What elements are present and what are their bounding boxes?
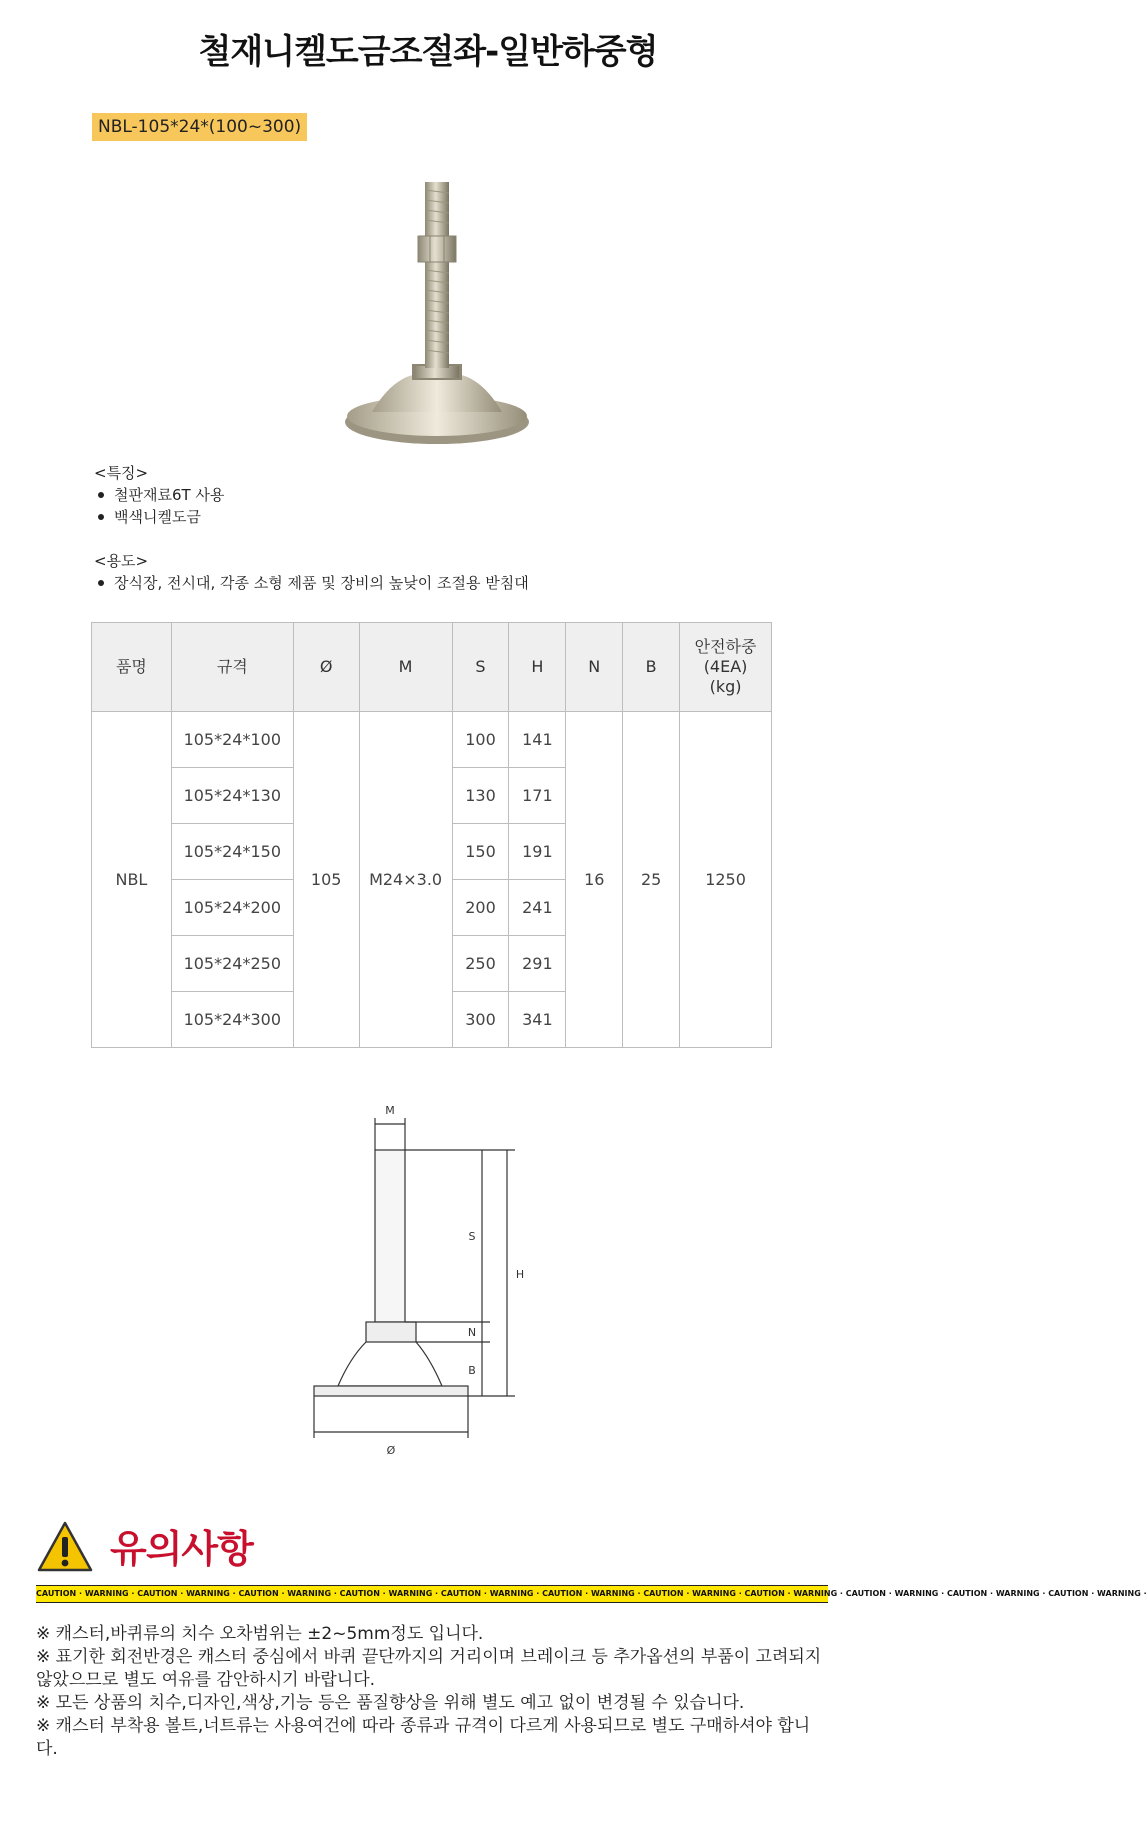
table-header-row	[92, 623, 772, 712]
cell-s: 100	[452, 712, 509, 768]
caution-tape-word: CAUTION ·	[137, 1589, 187, 1598]
caution-tape-word: CAUTION ·	[542, 1589, 591, 1598]
cell-diameter: 105	[293, 712, 359, 1048]
product-photo	[222, 160, 642, 472]
cell-spec: 105*24*250	[171, 936, 293, 992]
warning-triangle-icon	[36, 1520, 94, 1574]
caution-tape-word: CAUTION ·	[744, 1589, 794, 1598]
cell-h: 341	[509, 992, 566, 1048]
caution-notes	[36, 1623, 826, 1761]
cell-name: NBL	[92, 712, 172, 1048]
caution-tape-word: CAUTION ·	[643, 1589, 693, 1598]
caution-tape-word: WARNING ·	[894, 1589, 947, 1598]
cell-s: 200	[452, 880, 509, 936]
list-item: 장식장, 전시대, 각종 소형 제품 및 장비의 높낮이 조절용 받침대	[114, 574, 529, 592]
cell-n: 16	[566, 712, 623, 1048]
header-n: N	[566, 623, 623, 712]
dim-label-m: M	[385, 1104, 395, 1117]
dim-label-b: B	[468, 1364, 476, 1377]
caution-tape-word: CAUTION ·	[238, 1589, 288, 1598]
caution-tape-word: WARNING ·	[793, 1589, 846, 1598]
caution-tape-word: CAUTION ·	[845, 1589, 895, 1598]
caution-tape-word: WARNING ·	[590, 1589, 644, 1598]
caution-tape-word: WARNING ·	[388, 1589, 441, 1598]
spec-table	[91, 622, 772, 1048]
caution-tape-word: CAUTION ·	[339, 1589, 389, 1598]
caution-tape-word: WARNING ·	[692, 1589, 745, 1598]
note-item: ※ 표기한 회전반경은 캐스터 중심에서 바퀴 끝단까지의 거리이며 브레이크 등 추가옵션의 부품이 고려되지 않았으므로 별도 여유를 감안하시기 바랍니다.	[36, 1647, 822, 1690]
caution-tape	[36, 1585, 1147, 1603]
header-diameter: Ø	[293, 623, 359, 712]
dim-label-n: N	[467, 1326, 477, 1339]
cell-spec: 105*24*150	[171, 824, 293, 880]
caution-tape-word: WARNING ·	[287, 1589, 340, 1598]
cell-h: 291	[509, 936, 566, 992]
header-m: M	[359, 623, 452, 712]
header-load: 안전하중 (4EA) (kg)	[680, 623, 772, 712]
header-name: 품명	[92, 623, 172, 712]
cell-h: 191	[509, 824, 566, 880]
note-item: ※ 캐스터,바퀴류의 치수 오차범위는 ±2~5mm정도 입니다.	[36, 1624, 484, 1644]
caution-tape-word: CAUTION ·	[36, 1589, 85, 1598]
features-heading: <특징>	[94, 464, 149, 482]
dimension-diagram	[300, 1098, 600, 1473]
model-tag: NBL-105*24*(100~300)	[92, 113, 307, 141]
caution-tape-word: WARNING ·	[489, 1589, 543, 1598]
cell-s: 250	[452, 936, 509, 992]
table-row	[92, 712, 772, 768]
cell-s: 300	[452, 992, 509, 1048]
cell-m: M24×3.0	[359, 712, 452, 1048]
caution-title: 유의사항	[110, 1527, 253, 1571]
cell-spec: 105*24*300	[171, 992, 293, 1048]
list-item: 백색니켈도금	[114, 506, 529, 528]
caution-tape-word: CAUTION ·	[946, 1589, 996, 1598]
cell-b: 25	[623, 712, 680, 1048]
caution-tape-word: WARNING ·	[1097, 1589, 1147, 1598]
usage-list	[94, 572, 529, 594]
features-list	[94, 484, 529, 528]
header-spec: 규격	[171, 623, 293, 712]
cell-h: 171	[509, 768, 566, 824]
cell-spec: 105*24*200	[171, 880, 293, 936]
cell-s: 130	[452, 768, 509, 824]
cell-h: 141	[509, 712, 566, 768]
cell-spec: 105*24*100	[171, 712, 293, 768]
caution-tape-word: WARNING ·	[186, 1589, 239, 1598]
page-title: 철재니켈도금조절좌-일반하중형	[198, 32, 658, 72]
note-item: ※ 모든 상품의 치수,디자인,색상,기능 등은 품질향상을 위해 별도 예고 없이 변경될 수 있습니다.	[36, 1693, 745, 1713]
dim-label-h: H	[515, 1268, 525, 1281]
caution-tape-word: CAUTION ·	[440, 1589, 490, 1598]
cell-h: 241	[509, 880, 566, 936]
header-h: H	[509, 623, 566, 712]
caution-tape-word: WARNING ·	[995, 1589, 1049, 1598]
usage-heading: <용도>	[94, 552, 149, 570]
caution-tape-word: WARNING ·	[84, 1589, 138, 1598]
dim-label-diameter: Ø	[386, 1444, 396, 1457]
features-section	[94, 462, 529, 594]
dim-label-s: S	[468, 1230, 476, 1243]
caution-tape-word: CAUTION ·	[1048, 1589, 1098, 1598]
header-s: S	[452, 623, 509, 712]
cell-spec: 105*24*130	[171, 768, 293, 824]
list-item: 철판재료6T 사용	[114, 484, 529, 506]
cell-load: 1250	[680, 712, 772, 1048]
cell-s: 150	[452, 824, 509, 880]
header-b: B	[623, 623, 680, 712]
note-item: ※ 캐스터 부착용 볼트,너트류는 사용여건에 따라 종류과 규격이 다르게 사용되므로 별도 구매하셔야 합니다.	[36, 1716, 811, 1759]
